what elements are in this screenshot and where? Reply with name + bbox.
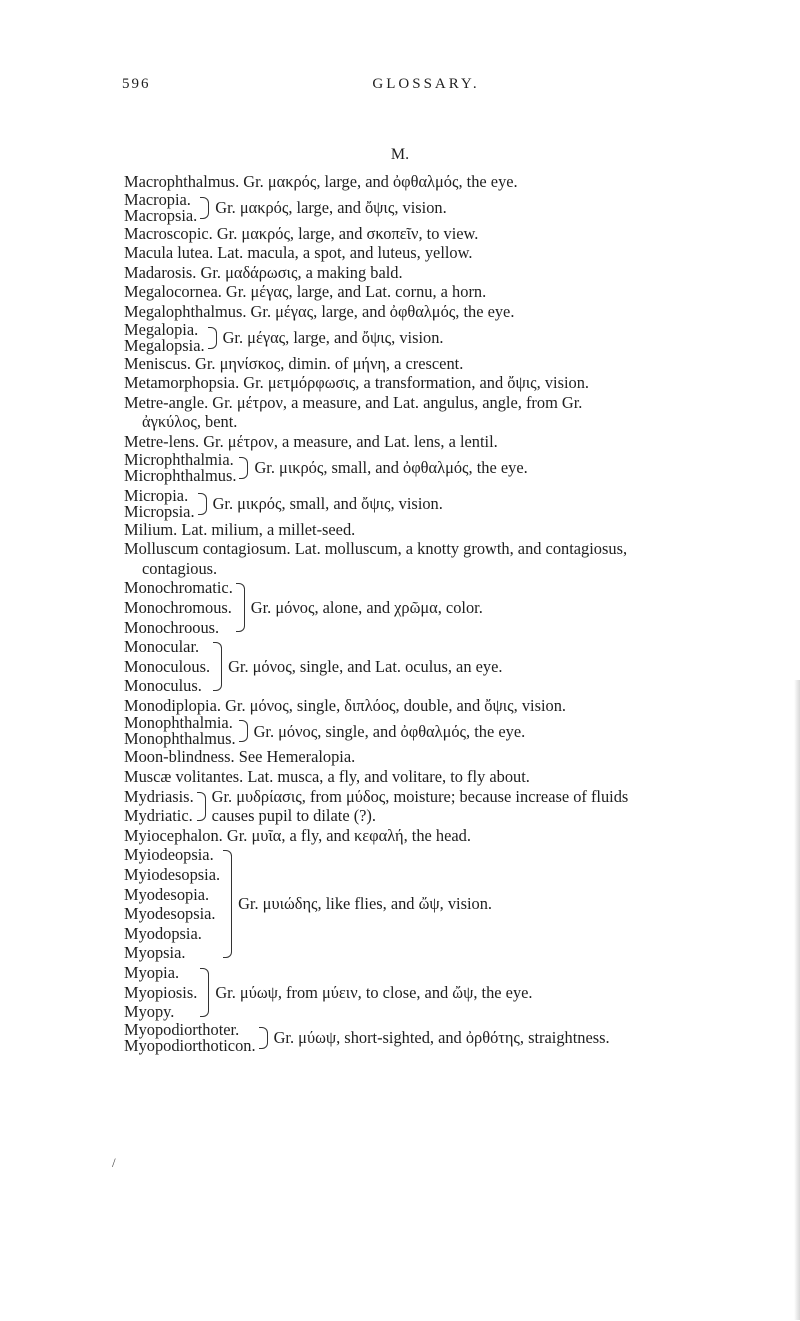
brace: [200, 968, 209, 1017]
entry-term: Myodesopsia.: [124, 904, 216, 924]
brace: [197, 792, 206, 821]
entry-definition: Gr. μικρός, small, and ὀφθαλμός, the eye.: [254, 457, 528, 477]
entry-definition: Gr. μόνος, single, and ὀφθαλμός, the eye.: [253, 721, 526, 741]
entry-metre-lens: Metre-lens. Gr. μέτρον, a measure, and Lat. lens, a lentil.: [124, 431, 498, 451]
entry-group-megalopia: [124, 319, 764, 355]
entry-group-myiodeopsia: [124, 845, 764, 963]
entry-term: Myopodiorthoticon.: [124, 1035, 256, 1055]
entry-megalophthalmus: Megalophthalmus. Gr. μέγας, large, and ὀφθαλμός, the eye.: [124, 301, 515, 321]
entry-definition: Gr. μυδρίασις, from μύδος, moisture; because increase of fluids: [211, 786, 629, 806]
entry-definition: Gr. μόνος, alone, and χρῶμα, color.: [250, 597, 483, 617]
entry-macroscopic: Macroscopic. Gr. μακρός, large, and σκοπεῖν, to view.: [124, 223, 479, 243]
entry-definition: Gr. μόνος, single, and Lat. oculus, an eye.: [228, 656, 503, 676]
entry-group-mydriasis: [124, 787, 764, 826]
entry-term: Micropsia.: [124, 501, 195, 521]
entry-myiocephalon: Myiocephalon. Gr. μυῖα, a fly, and κεφαλή, the head.: [124, 825, 471, 845]
entry-term: Monocular.: [124, 637, 200, 657]
entry-term: Megalopia.: [124, 319, 199, 339]
entry-group-monochromatic: [124, 578, 764, 637]
entry-term: Myopiosis.: [124, 982, 198, 1002]
entry-term: Megalopsia.: [124, 335, 205, 355]
entry-term: Mydriatic.: [124, 806, 193, 826]
brace: [200, 197, 209, 219]
entry-definition: Gr. μέγας, large, and ὄψις, vision.: [222, 327, 444, 347]
page-edge-shadow: [794, 680, 800, 1320]
entry-molluscum-contagiosum: Molluscum contagiosum. Lat. molluscum, a knotty growth, and contagiosus,: [124, 539, 628, 559]
entry-definition: Gr. μύωψ, short-sighted, and ὀρθότης, straightness.: [273, 1027, 610, 1047]
brace: [239, 720, 248, 742]
glossary-entries: [124, 172, 764, 1054]
entry-group-monocular: [124, 637, 764, 696]
entry-term: Microphthalmus.: [124, 465, 237, 485]
entry-term: Myopia.: [124, 963, 180, 982]
brace: [236, 583, 245, 632]
section-letter: M.: [390, 146, 410, 163]
entry-term: Myopsia.: [124, 943, 186, 963]
entry-molluscum-continued: contagious.: [142, 558, 218, 578]
entry-term: Myodopsia.: [124, 923, 202, 943]
entry-term: Microphthalmia.: [124, 449, 234, 469]
entry-group-monophthalmia: [124, 715, 764, 747]
entry-megalocornea: Megalocornea. Gr. μέγας, large, and Lat. cornu, a horn.: [124, 282, 487, 302]
entry-term: Myiodeopsia.: [124, 845, 214, 865]
entry-meniscus: Meniscus. Gr. μηνίσκος, dimin. of μήνη, a crescent.: [124, 353, 464, 373]
brace: [239, 457, 248, 479]
page-number: 596: [122, 76, 151, 92]
brace: [198, 493, 207, 515]
entry-definition: Gr. μύωψ, from μύειν, to close, and ὤψ, the eye.: [215, 982, 533, 1002]
entry-monodiplopia: Monodiplopia. Gr. μόνος, single, διπλόος, double, and ὄψις, vision.: [124, 695, 567, 715]
running-head: GLOSSARY.: [372, 76, 480, 92]
entry-group-myopodiorthoter: [124, 1019, 764, 1055]
entry-term: Myopodiorthoter.: [124, 1019, 240, 1039]
entry-term: Mydriasis.: [124, 786, 194, 806]
page-header: [122, 76, 730, 98]
entry-term: Monochromous.: [124, 597, 232, 617]
brace: [259, 1027, 268, 1049]
entry-definition: Gr. μυιώδης, like flies, and ὤψ, vision.: [238, 894, 493, 914]
entry-term: Monophthalmia.: [124, 713, 233, 733]
entry-metre-angle-continued: ἀγκύλος, bent.: [142, 412, 238, 432]
entry-definition-continued: causes pupil to dilate (?).: [211, 806, 376, 826]
entry-definition: Gr. μακρός, large, and ὄψις, vision.: [215, 197, 447, 217]
entry-term: Monoculus.: [124, 676, 202, 696]
entry-definition: Gr. μικρός, small, and ὄψις, vision.: [212, 493, 443, 513]
entry-term: Myopy.: [124, 1002, 175, 1022]
entry-macrophthalmus: Macrophthalmus. Gr. μακρός, large, and ὀφθαλμός, the eye.: [124, 172, 518, 191]
entry-madarosis: Madarosis. Gr. μαδάρωσις, a making bald.: [124, 262, 403, 282]
entry-term: Myodesopia.: [124, 884, 210, 904]
entry-metre-angle: Metre-angle. Gr. μέτρον, a measure, and Lat. angulus, angle, from Gr.: [124, 392, 583, 412]
entry-metamorphopsia: Metamorphopsia. Gr. μετμόρφωσις, a transformation, and ὄψις, vision.: [124, 373, 589, 393]
entry-term: Monochromatic.: [124, 578, 233, 598]
entry-milium: Milium. Lat. milium, a millet-seed.: [124, 519, 356, 539]
entry-group-macropia: [124, 189, 764, 225]
brace: [213, 642, 222, 691]
entry-term: Micropia.: [124, 485, 189, 505]
brace: [208, 327, 217, 349]
entry-term: Monophthalmus.: [124, 729, 236, 749]
entry-term: Monoculous.: [124, 656, 211, 676]
margin-mark: /: [112, 1155, 116, 1170]
brace: [223, 850, 232, 958]
entry-group-myopia: [124, 963, 764, 1022]
entry-group-micropia: [124, 485, 764, 521]
entry-term: Myiodesopsia.: [124, 865, 221, 885]
entry-group-microphthalmia: [124, 449, 764, 485]
entry-moon-blindness: Moon-blindness. See Hemeralopia.: [124, 747, 356, 767]
entry-term: Monochroous.: [124, 617, 220, 637]
entry-macula-lutea: Macula lutea. Lat. macula, a spot, and luteus, yellow.: [124, 243, 473, 263]
entry-muscae-volitantes: Muscæ volitantes. Lat. musca, a fly, and volitare, to fly about.: [124, 767, 530, 787]
entry-term: Macropia.: [124, 189, 191, 209]
entry-term: Macropsia.: [124, 205, 198, 225]
